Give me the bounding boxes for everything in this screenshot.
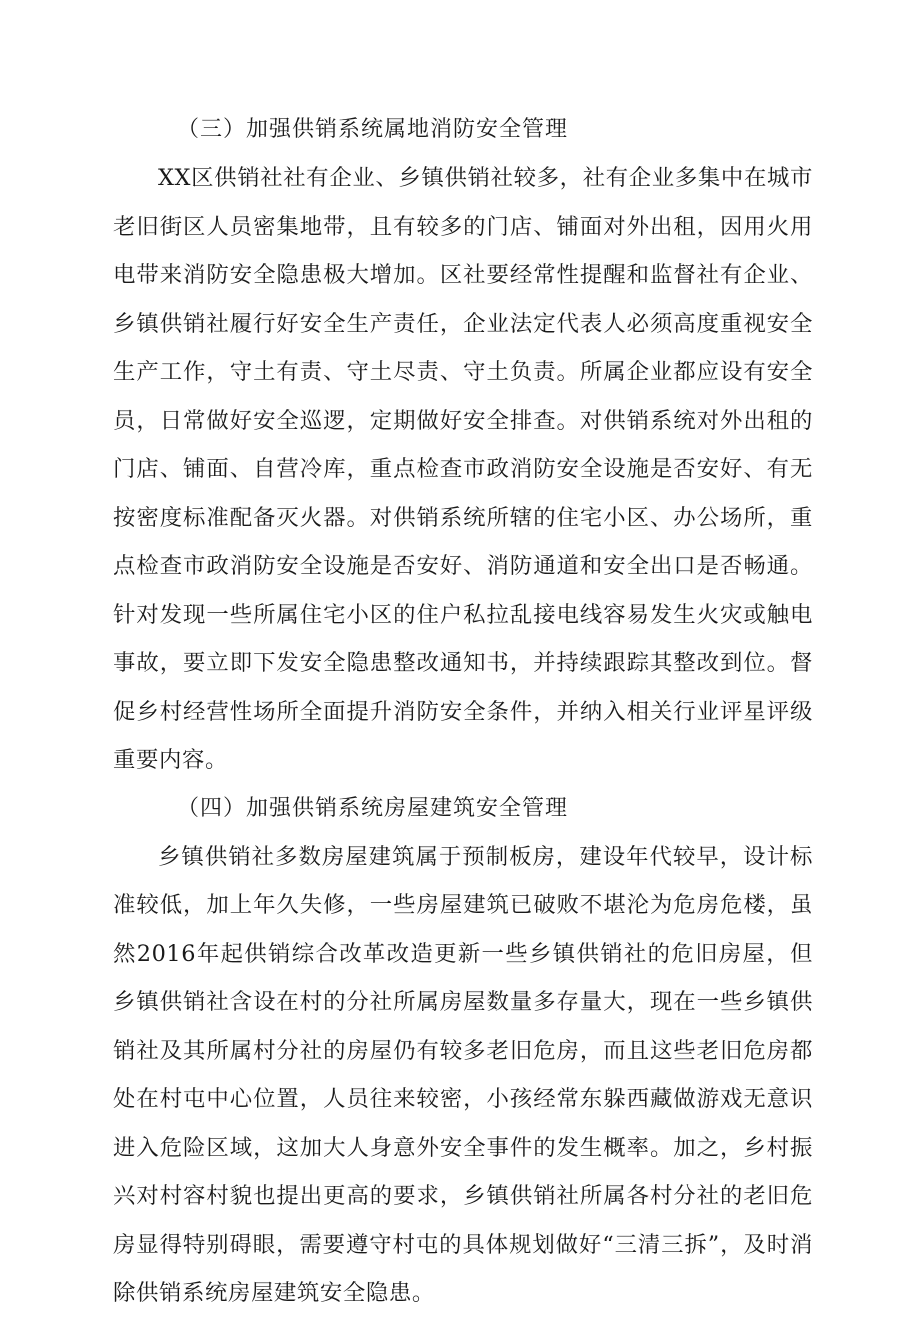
document-page	[113, 106, 813, 1318]
section-3-heading: （三）加强供销系统属地消防安全管理	[177, 117, 569, 142]
section-4-heading: （四）加强供销系统房屋建筑安全管理	[177, 795, 569, 821]
section-3-paragraph: XX区供销社社有企业、乡镇供销社较多，社有企业多集中在城市老旧街区人员密集地带，且有较多的门店、铺面对外出租，因用火用电带来消防安全隐患极大增加。区社要经常性提醒和监督社有企业、乡镇供销社履行好安全生产责任，企业法定代表人必须高度重视安全生产工作，守土有责、守土尽责、守土负责。所属企业都应设有安全员，日常做好安全巡逻，定期做好安全排查。对供销系统对外出租的门店、铺面、自营冷库，重点检查市政消防安全设施是否安好、有无按密度标准配备灭火器。对供销系统所辖的住宅小区、办公场所，重点检查市政消防安全设施是否安好、消防通道和安全出口是否畅通。针对发现一些所属住宅小区的住户私拉乱接电线容易发生火灾或触电事故，要立即下发安全隐患整改通知书，并持续跟踪其整改到位。督促乡村经营性场所全面提升消防安全条件，并纳入相关行业评星评级重要内容。	[113, 165, 813, 773]
section-4-paragraph: 乡镇供销社多数房屋建筑属于预制板房，建设年代较早，设计标准较低，加上年久失修，一些房屋建筑已破败不堪沦为危房危楼，虽然2016年起供销综合改革改造更新一些乡镇供销社的危旧房屋，但乡镇供销社含设在村的分社所属房屋数量多存量大，现在一些乡镇供销社及其所属村分社的房屋仍有较多老旧危房，而且这些老旧危房都处在村屯中心位置，人员往来较密，小孩经常东躲西藏做游戏无意识进入危险区域，这加大人身意外安全事件的发生概率。加之，乡村振兴对村容村貌也提出更高的要求，乡镇供销社所属各村分社的老旧危房显得特别碍眼，需要遵守村屯的具体规划做好“三清三拆”，及时消除供销系统房屋建筑安全隐患。	[113, 843, 813, 1306]
